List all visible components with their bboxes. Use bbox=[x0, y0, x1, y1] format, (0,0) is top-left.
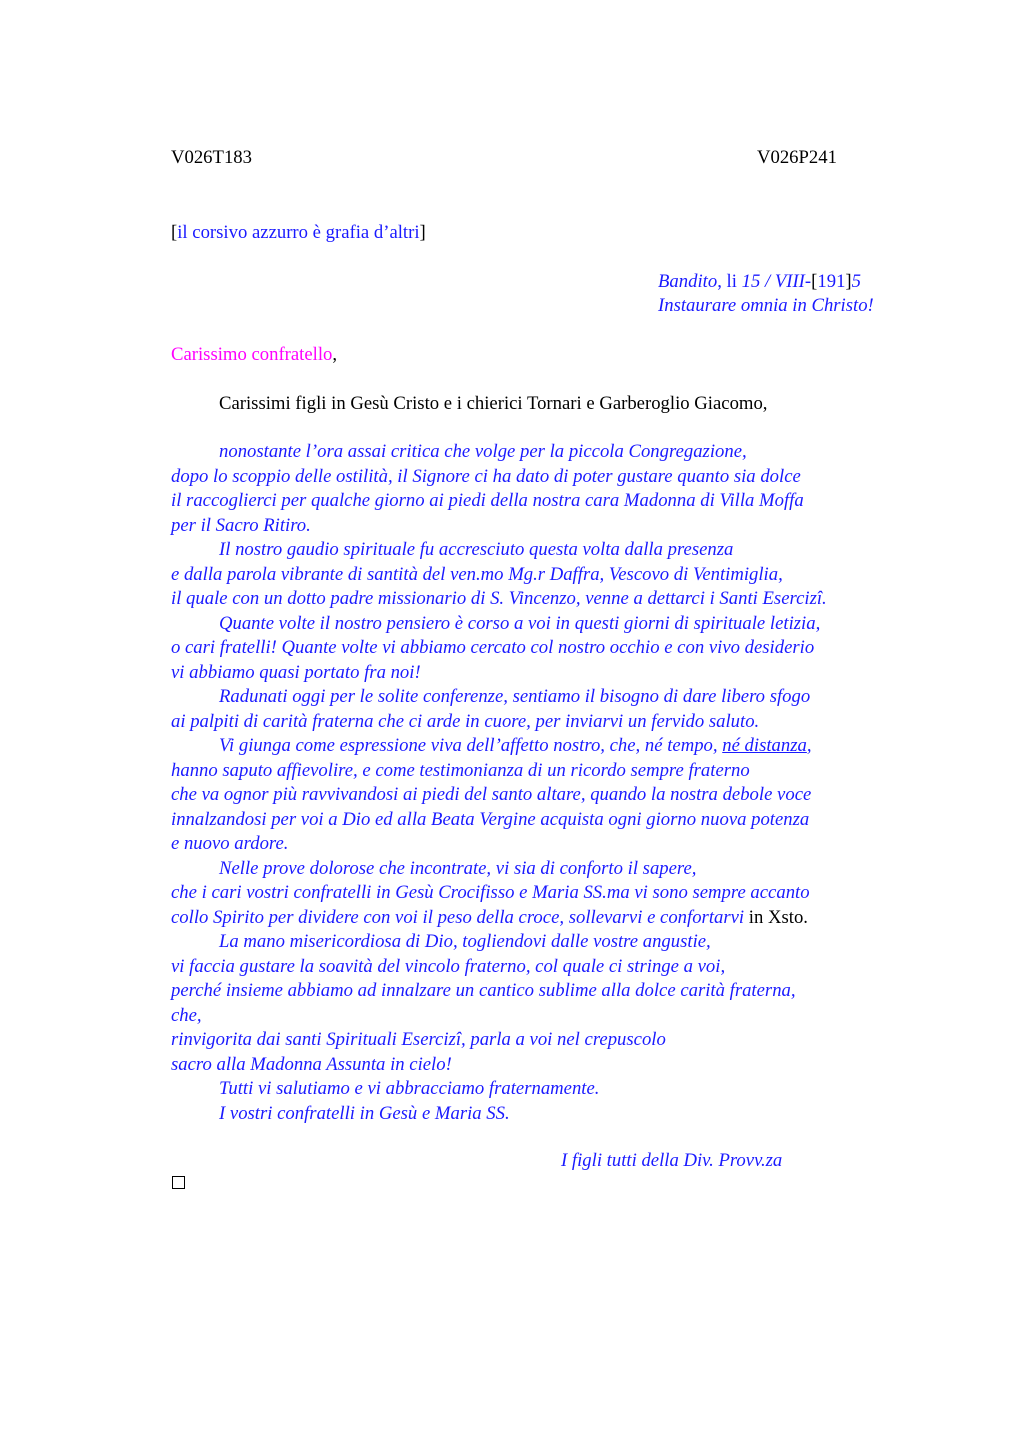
dateline-place: Bandito bbox=[658, 271, 718, 292]
body-line: hanno saputo affievolire, e come testimonianza di un ricordo sempre fraterno bbox=[171, 759, 750, 781]
body-line: che i cari vostri confratelli in Gesù Crocifisso e Maria SS.ma vi sono sempre accanto bbox=[171, 882, 810, 903]
body-line: Nelle prove dolorose che incontrate, vi sia di conforto il sapere, bbox=[219, 857, 697, 879]
underlined-phrase: né distanza bbox=[722, 735, 807, 756]
dateline-year-open: [ bbox=[811, 271, 818, 292]
body-line: il quale con un dotto padre missionario di S. Vincenzo, venne a dettarci i Santi Esercizî. bbox=[171, 588, 827, 609]
note-text: il corsivo azzurro è grafia d’altri bbox=[177, 222, 420, 243]
body-line-punct: , bbox=[806, 735, 812, 756]
body-line: ai palpiti di carità fraterna che ci arde in cuore, per inviarvi un fervido saluto. bbox=[171, 710, 760, 732]
body-line bbox=[171, 734, 827, 759]
body-line: nonostante l’ora assai critica che volge per la piccola Congregazione, bbox=[219, 441, 747, 462]
body-line: I vostri confratelli in Gesù e Maria SS. bbox=[219, 1102, 510, 1124]
checkbox-square-icon bbox=[172, 1176, 185, 1189]
salutation bbox=[171, 343, 337, 367]
body-line: perché insieme abbiamo ad innalzare un cantico sublime alla dolce carità fraterna, bbox=[171, 980, 796, 1001]
letter-body bbox=[171, 440, 827, 1126]
body-line: o cari fratelli! Quante volte vi abbiamo cercato col nostro occhio e con vivo desiderio bbox=[171, 637, 815, 658]
body-line bbox=[171, 906, 827, 931]
address-line: Carissimi figli in Gesù Cristo e i chierici Tornari e Garberoglio Giacomo, bbox=[219, 393, 768, 414]
salutation-punct: , bbox=[332, 344, 338, 365]
dateline-year-close: ] bbox=[845, 271, 852, 292]
body-line: La mano misericordiosa di Dio, togliendovi dalle vostre angustie, bbox=[219, 931, 711, 952]
body-line-text: Vi giunga come espressione viva dell’affetto nostro, che, né tempo, bbox=[219, 735, 723, 756]
body-line-text: collo Spirito per dividere con voi il peso della croce, sollevarvi e confortarvi bbox=[171, 906, 745, 928]
body-line: per il Sacro Ritiro. bbox=[171, 514, 311, 536]
dateline-motto: Instaurare omnia in Christo! bbox=[658, 295, 874, 316]
body-line: che, bbox=[171, 1004, 202, 1026]
dateline-year-prefix: 191 bbox=[817, 271, 846, 292]
body-line: Il nostro gaudio spirituale fu accresciuto questa volta dalla presenza bbox=[219, 539, 734, 560]
note-bracket-close: ] bbox=[419, 222, 426, 243]
body-line: vi abbiamo quasi portato fra noi! bbox=[171, 661, 421, 683]
body-line: innalzandosi per voi a Dio ed alla Beata Vergine acquista ogni giorno nuova potenza bbox=[171, 808, 810, 830]
signature: I figli tutti della Div. Provv.za bbox=[561, 1150, 783, 1171]
dateline-dash: - bbox=[804, 271, 812, 292]
original-hand-text: in Xsto. bbox=[744, 906, 808, 928]
body-line: il raccoglierci per qualche giorno ai piedi della nostra cara Madonna di Villa Moffa bbox=[171, 490, 804, 511]
note-bracket-open: [ bbox=[171, 222, 178, 243]
body-line: rinvigorita dai santi Spirituali Esercizî, parla a voi nel crepuscolo bbox=[171, 1029, 666, 1050]
body-line: e dalla parola vibrante di santità del ven.mo Mg.r Daffra, Vescovo di Ventimiglia, bbox=[171, 563, 783, 585]
header-right-code: V026P241 bbox=[757, 147, 837, 168]
dateline-day-month: 15 / VIII bbox=[741, 271, 805, 292]
dateline bbox=[658, 270, 861, 294]
salutation-text: Carissimo confratello bbox=[171, 344, 333, 365]
body-line: sacro alla Madonna Assunta in cielo! bbox=[171, 1053, 452, 1075]
body-line: e nuovo ardore. bbox=[171, 833, 289, 854]
body-line: Quante volte il nostro pensiero è corso a voi in questi giorni di spirituale letizia, bbox=[219, 612, 821, 634]
dateline-year-last: 5 bbox=[851, 271, 861, 292]
body-line: dopo lo scoppio delle ostilità, il Signore ci ha dato di poter gustare quanto sia dolce bbox=[171, 465, 801, 487]
body-line: Radunati oggi per le solite conferenze, sentiamo il bisogno di dare libero sfogo bbox=[219, 686, 811, 707]
dateline-sep: , li bbox=[717, 271, 742, 292]
header-left-code: V026T183 bbox=[171, 147, 252, 168]
body-line: vi faccia gustare la soavità del vincolo fraterno, col quale ci stringe a voi, bbox=[171, 955, 726, 977]
editor-note bbox=[171, 221, 426, 245]
body-line: Tutti vi salutiamo e vi abbracciamo fraternamente. bbox=[219, 1078, 600, 1099]
body-line: che va ognor più ravvivandosi ai piedi del santo altare, quando la nostra debole voce bbox=[171, 784, 812, 805]
